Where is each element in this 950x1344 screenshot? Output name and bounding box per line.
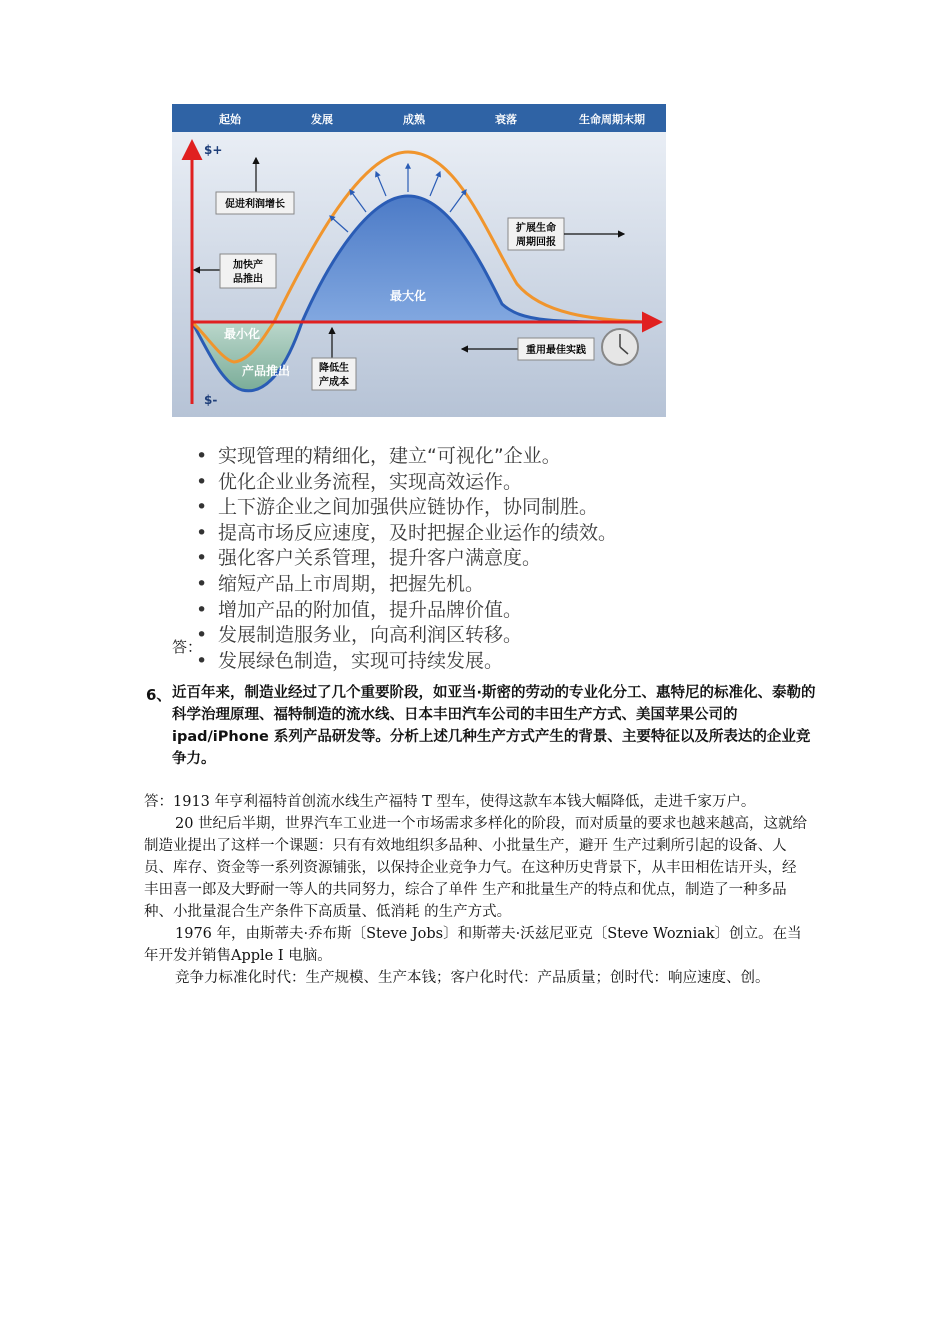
answer-label: 答： (172, 638, 203, 656)
stage-label: 发展 (311, 113, 333, 126)
svg-text:重用最佳实践: 重用最佳实践 (526, 345, 586, 356)
stage-label: 衰落 (495, 113, 517, 126)
stage-label: 起始 (219, 113, 241, 126)
answer-paragraph: 1976 年，由斯蒂夫·乔布斯〔Steve Jobs〕和斯蒂夫·沃兹尼亚克〔Steve Wozniak〕创立。在当年开发并销售Apple I 电脑。 (144, 926, 802, 964)
answer-body (144, 791, 810, 989)
y-axis-bottom-label: $- (204, 393, 218, 407)
answer-paragraph: 20 世纪后半期，世界汽车工业进一个市场需求多样化的阶段，而对质量的要求也越来越高，这就给制造业提出了这样一个课题：只有有效地组织多品种、小批量生产，避开 生产过剩所引起的设备、人员、库存、资金等一系列资源铺张，以保持企业竞争力气。在这种历史背景下，从丰田相佐诘开头，经丰田喜一郎及大野耐一等人的共同努力，综合了单件 生产和批量生产的特点和优点，制造了一种多品种、小批量混合生产条件下高质量、低消耗 的生产方式。 (144, 816, 808, 920)
svg-text:产成本: 产成本 (319, 377, 349, 388)
question-text: 近百年来，制造业经过了几个重要阶段，如亚当·斯密的劳动的专业化分工、惠特尼的标准化、泰勒的科学治理原理、福特制造的流水线、日本丰田汽车公司的丰田生产方式、美国苹果公司的 ipad/iPhone 系列产品研发等。分析上述几种生产方式产生的背景、主要特征以及所表达的企业竞争力。 (172, 685, 816, 767)
svg-text:降低生: 降低生 (319, 363, 349, 374)
svg-text:促进利润增长: 促进利润增长 (225, 199, 285, 210)
list-item: • 缩短产品上市周期，把握先机。 (196, 572, 676, 598)
answer-paragraph: 答：1913 年亨利福特首创流水线生产福特 T 型车，使得这款车本钱大幅降低，走进千家万户。 (144, 794, 756, 810)
benefits-list (196, 444, 676, 674)
list-item: • 优化企业业务流程，实现高效运作。 (196, 470, 676, 496)
svg-text:扩展生命: 扩展生命 (516, 223, 556, 234)
list-item: • 上下游企业之间加强供应链协作，协同制胜。 (196, 495, 676, 521)
minimize-label: 最小化 (223, 327, 261, 341)
svg-text:品推出: 品推出 (233, 274, 263, 285)
question-number: 6、 (146, 686, 172, 704)
svg-text:周期回报: 周期回报 (516, 237, 556, 248)
lifecycle-figure (172, 104, 666, 417)
list-item: • 增加产品的附加值，提升品牌价值。 (196, 598, 676, 624)
answer-paragraph: 竞争力标准化时代：生产规模、生产本钱；客户化时代：产品质量；创时代：响应速度、创。 (175, 970, 770, 986)
stage-label: 生命周期末期 (579, 113, 645, 126)
maximize-label: 最大化 (389, 289, 427, 303)
y-axis-top-label: $+ (204, 143, 223, 157)
stage-label: 成熟 (403, 113, 425, 126)
list-item: • 实现管理的精细化，建立“可视化”企业。 (196, 444, 676, 470)
svg-text:加快产: 加快产 (233, 260, 263, 271)
list-item: • 提高市场反应速度，及时把握企业运作的绩效。 (196, 521, 676, 547)
list-item: • 发展制造服务业，向高利润区转移。 (196, 623, 676, 649)
product-launch-label: 产品推出 (241, 364, 291, 378)
list-item: • 发展绿色制造，实现可持续发展。 (196, 649, 676, 675)
list-item: • 强化客户关系管理，提升客户满意度。 (196, 546, 676, 572)
clock-icon (602, 329, 638, 365)
